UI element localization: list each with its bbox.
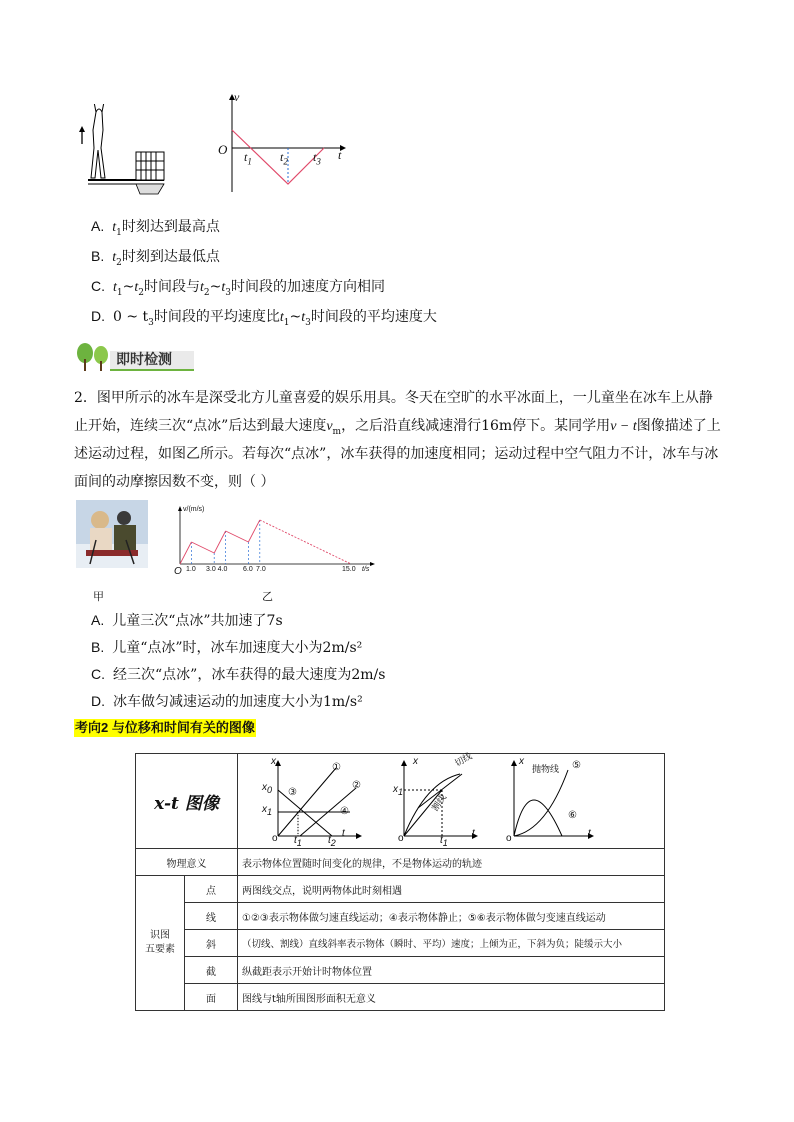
- row-sub-intercept: 截: [185, 957, 238, 984]
- chart2-segment-1: [191, 542, 214, 553]
- chart2-tick-15: 15.0: [342, 566, 356, 573]
- t3-label: $t_3$: [313, 150, 321, 167]
- chart2-x-arrow: [370, 562, 375, 566]
- chart2-segment-4: [248, 520, 259, 542]
- q1-option-a: A. $t_1$时刻达到最高点: [91, 218, 220, 238]
- v-axis-label: v: [234, 90, 240, 104]
- chart2-ylabel: v/(m/s): [183, 506, 205, 513]
- table-title: x-t 图像: [136, 754, 238, 849]
- caption-jia: 甲: [93, 590, 104, 603]
- chart2-tick-7: 7.0: [256, 566, 266, 573]
- chart2-segment-2: [214, 531, 225, 553]
- xt-summary-table: [135, 750, 665, 1011]
- chart2-tick-1: 1.0: [186, 566, 196, 573]
- chart2-segment-3: [226, 531, 249, 542]
- row-sub-area: 面: [185, 984, 238, 1011]
- q2-line-3: 述运动过程，如图乙所示。若每次“点冰”，冰车获得的加速度相同；运动过程中空气阻力不计，冰车与冰: [74, 446, 719, 462]
- row-text-point: 两图线交点，说明两物体此时刻相遇: [238, 876, 665, 903]
- q2-line-4: 面间的动摩擦因数不变，则（ ）: [74, 474, 275, 490]
- group-label: 识图 五要素: [136, 876, 185, 1011]
- origin-label: O: [218, 142, 228, 157]
- chart2-segment-0: [180, 542, 191, 564]
- row-text-line: ①②③表示物体做匀速直线运动；④表示物体静止；⑤⑥表示物体做匀变速直线运动: [238, 903, 665, 930]
- row-text-slope: （切线、割线）直线斜率表示物体（瞬时、平均）速度；上倾为正，下斜为负；陡缓示大小: [238, 930, 665, 957]
- q1-option-d: D. 0 ~ $t_3$时间段的平均速度比$t_1\sim t_3$时间段的平均速度大: [91, 308, 437, 328]
- t2-label: $t_2$: [280, 150, 288, 167]
- diver-figure: [74, 104, 174, 196]
- ice-sled-photo: [76, 500, 148, 568]
- tree-icon: [74, 343, 114, 371]
- q2-option-b: B. 儿童“点冰”时，冰车加速度大小为2m/s²: [91, 639, 363, 656]
- row-label-meaning: 物理意义: [136, 849, 238, 876]
- row-text-area: 图线与t轴所围图形面积无意义: [238, 984, 665, 1011]
- heading-2: 考向2 与位移和时间有关的图像: [75, 720, 255, 735]
- row-sub-slope: 斜: [185, 930, 238, 957]
- chart2-tick-3-4: 3.0 4.0: [206, 566, 228, 573]
- xt-graph-1: [270, 760, 364, 842]
- chart2-y-arrow: [178, 506, 182, 511]
- caption-yi: 乙: [262, 590, 273, 603]
- q1-option-b: B. $t_2$时刻到达最低点: [91, 248, 220, 268]
- q2-option-c: C. 经三次“点冰”，冰车获得的最大速度为2m/s: [91, 666, 386, 683]
- q2-option-a: A. 儿童三次“点冰”共加速了7s: [91, 612, 283, 629]
- row-text-intercept: 纵截距表示开始计时物体位置: [238, 957, 665, 984]
- chart2-origin: O: [174, 566, 182, 577]
- vt-graph-1: [212, 92, 352, 196]
- q2-line-2: 止开始，连续三次“点冰”后达到最大速度$v_m$，之后沿直线减速滑行16m停下。某同学用v − t图像描述了上: [74, 418, 721, 437]
- q2-line-1: 2．图甲所示的冰车是深受北方儿童喜爱的娱乐用具。冬天在空旷的水平冰面上，一儿童坐在冰车上从静: [74, 390, 713, 406]
- graph-cell: x $x_0$ $x_1$ o $t_1$ $t_2$ t ① ② ③ ④ x $x_1$ o $t_1$ t 切线 割线 x o t 抛物线 ⑤ ⑥: [238, 754, 665, 849]
- q2-option-d: D. 冰车做匀减速运动的加速度大小为1m/s²: [91, 693, 363, 710]
- row-sub-point: 点: [185, 876, 238, 903]
- row-text-meaning: 表示物体位置随时间变化的规律，不是物体运动的轨迹: [238, 849, 665, 876]
- t1-label: $t_1$: [244, 150, 252, 167]
- row-sub-line: 线: [185, 903, 238, 930]
- section-title: 即时检测: [116, 352, 172, 368]
- chart2-segment-5: [260, 520, 351, 564]
- chart2-tick-6: 6.0: [243, 566, 253, 573]
- q1-option-c: C. $t_1\sim t_2$时间段与$t_2\sim t_3$时间段的加速度方向相同: [91, 278, 385, 298]
- t-axis-label: t: [338, 148, 342, 162]
- chart2-xunit: t/s: [362, 566, 370, 573]
- section-banner: [74, 343, 192, 371]
